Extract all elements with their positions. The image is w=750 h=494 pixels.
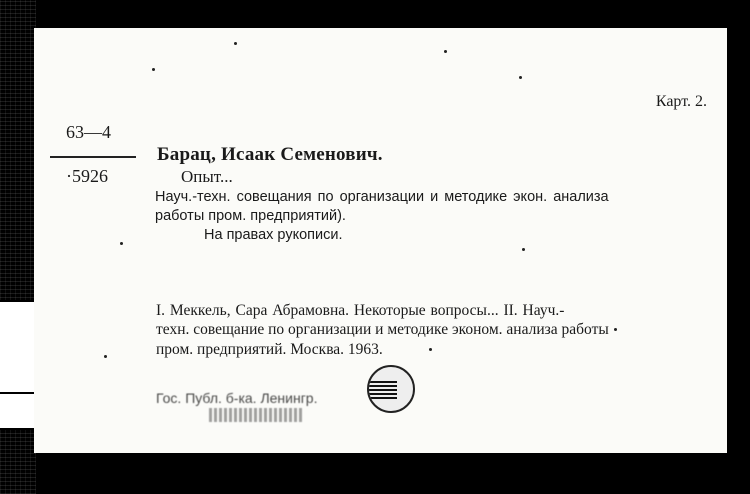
- call-number-top: 63—4: [66, 122, 111, 142]
- description-line: Науч.-техн. совещания по организации и методике экон. анализа: [155, 189, 609, 205]
- speck: [120, 242, 123, 245]
- stamp-smudge: [209, 408, 304, 422]
- library-stamp: Гос. Публ. б-ка. Ленингр.: [156, 390, 318, 406]
- author-heading: Барац, Исаак Семенович.: [157, 144, 383, 165]
- tracing-line: пром. предприятий. Москва. 1963.: [156, 341, 383, 358]
- tracing-line: техн. совещание по организации и методике эконом. анализа работы: [156, 321, 609, 338]
- speck: [152, 68, 155, 71]
- book-title: Опыт...: [181, 167, 233, 186]
- call-number-bottom: ·5926: [66, 166, 108, 186]
- speck: [104, 355, 107, 358]
- punch-hole: [367, 365, 415, 413]
- speck: [429, 348, 432, 351]
- description-line: работы пром. предприятий).: [155, 208, 346, 224]
- rights-note: На правах рукописи.: [204, 227, 343, 243]
- speck: [522, 248, 525, 251]
- tracing-line: I. Меккель, Сара Абрамовна. Некоторые вопросы... II. Науч.-: [156, 302, 565, 319]
- catalog-card: [34, 28, 727, 453]
- card-number: Карт. 2.: [655, 93, 707, 110]
- speck: [234, 42, 237, 45]
- adjacent-card-edge: [0, 300, 36, 430]
- speck: [444, 50, 447, 53]
- speck: [614, 328, 617, 331]
- call-number-divider: [50, 156, 136, 158]
- speck: [519, 76, 522, 79]
